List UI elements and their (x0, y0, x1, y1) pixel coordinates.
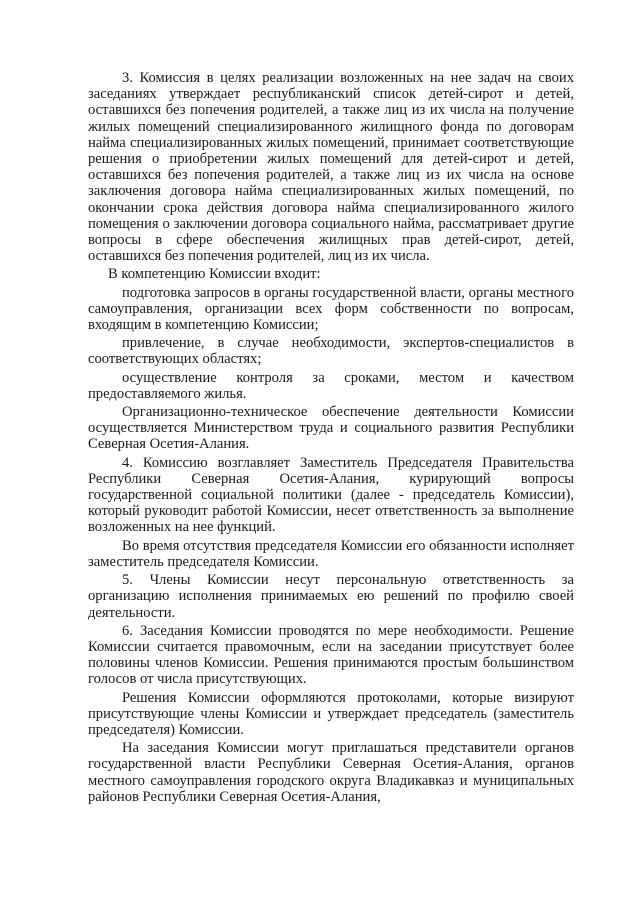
paragraph-competence-control: осуществление контроля за сроками, местом и качеством предоставляемого жилья. (88, 369, 574, 402)
document-body (88, 70, 574, 805)
paragraph-6-meetings: 6. Заседания Комиссии проводятся по мере необходимости. Решение Комиссии считается правомочным, если на заседании присутствует более половины членов Комиссии. Решения принимаются простым большинством голосов от числа присутствующих. (88, 622, 574, 688)
paragraph-deputy-chairman: Во время отсутствия председателя Комиссии его обязанности исполняет заместитель председателя Комиссии. (88, 537, 574, 570)
paragraph-organizational-support: Организационно-техническое обеспечение деятельности Комиссии осуществляется Министерством труда и социального развития Республики Северная Осетия-Алания. (88, 404, 574, 453)
paragraph-decisions-protocols: Решения Комиссии оформляются протоколами, которые визируют присутствующие члены Комиссии и утверждает председатель (заместитель председателя) Комиссии. (88, 689, 574, 738)
paragraph-competence-experts: привлечение, в случае необходимости, экспертов-специалистов в соответствующих областях; (88, 335, 574, 368)
paragraph-invited-representatives: На заседания Комиссии могут приглашаться представители органов государственной власти Республики Северная Осетия-Алания, органов местного самоуправления городского округа Владикавказ и муниципальных районов Республики Северная Осетия-Алания, (88, 740, 574, 805)
paragraph-3-commission-duties: 3. Комиссия в целях реализации возложенных на нее задач на своих заседаниях утверждает республиканский список детей-сирот и детей, оставшихся без попечения родителей, а также лиц из их числа на получение жилых помещений специализированного жилищного фонда по договорам найма специализированных жилых помещений, принимает соответствующие решения о приобретении жилых помещений для детей-сирот и детей, оставшихся без попечения родителей, а также лиц из их числа на основе заключения договора найма специализированных жилых помещений, по окончании срока действия договора найма специализированного жилого помещения о заключении договора социального найма, рассматривает другие вопросы в сфере обеспечения жилищных прав детей-сирот, детей, оставшихся без попечения родителей, лиц из их числа. (88, 70, 574, 265)
paragraph-4-chairman: 4. Комиссию возглавляет Заместитель Председателя Правительства Республики Северная Осетия-Алания, курирующий вопросы государственной социальной политики (далее - председатель Комиссии), который руководит работой Комиссии, несет ответственность за выполнение возложенных на нее функций. (88, 454, 574, 536)
paragraph-5-members-responsibility: 5. Члены Комиссии несут персональную ответственность за организацию исполнения принимаемых ею решений по профилю своей деятельности. (88, 572, 574, 621)
paragraph-competence-requests: подготовка запросов в органы государственной власти, органы местного самоуправления, организации всех форм собственности по вопросам, входящим в компетенцию Комиссии; (88, 284, 574, 334)
paragraph-competence-intro: В компетенцию Комиссии входит: (108, 266, 321, 283)
